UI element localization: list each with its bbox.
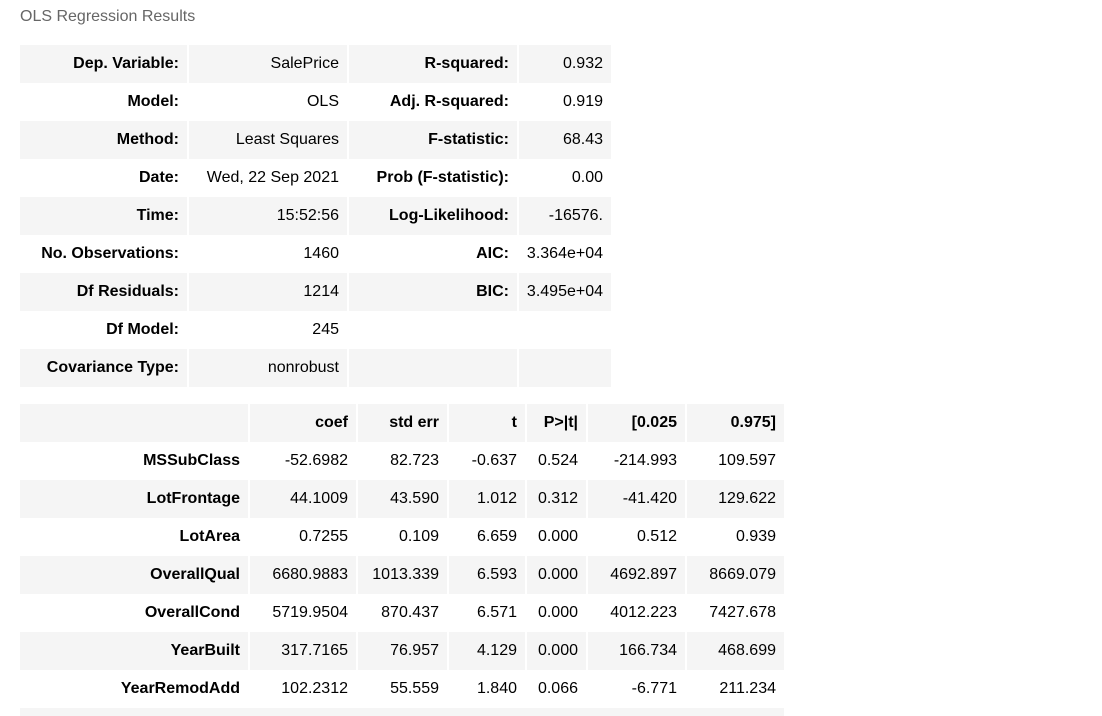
variable-name: YearRemodAdd [120, 680, 240, 697]
summary-label: AIC: [348, 235, 518, 273]
coefficient-value: 55.559 [357, 670, 448, 708]
coefficient-value: 6.571 [448, 594, 526, 632]
coefficient-value: 7427.678 [686, 594, 784, 632]
variable-name: OverallCond [144, 604, 240, 621]
table-continuation [20, 708, 784, 716]
table-row [20, 518, 784, 556]
coefficient-value: 0.312 [526, 480, 587, 518]
coefficient-value: 0.939 [686, 518, 784, 556]
summary-row [20, 121, 611, 159]
coefficient-header-row [20, 404, 784, 442]
summary-value: -16576. [518, 197, 611, 235]
summary-label: Df Model: [106, 321, 179, 338]
summary-value: 1214 [188, 273, 348, 311]
coefficient-value: 76.957 [357, 632, 448, 670]
coefficient-value: 6.659 [448, 518, 526, 556]
coefficient-table [20, 404, 784, 708]
summary-label: Time: [136, 207, 179, 224]
variable-name: LotFrontage [146, 490, 240, 507]
variable-name: MSSubClass [143, 452, 240, 469]
coefficient-value: 6680.9883 [249, 556, 357, 594]
summary-row [20, 273, 611, 311]
summary-value: Wed, 22 Sep 2021 [188, 159, 348, 197]
summary-value: 0.932 [518, 45, 611, 83]
coefficient-value: 44.1009 [249, 480, 357, 518]
coefficient-value: 1.012 [448, 480, 526, 518]
summary-value: 0.00 [518, 159, 611, 197]
table-row [20, 670, 784, 708]
summary-value: 0.919 [518, 83, 611, 121]
coefficient-value: 317.7165 [249, 632, 357, 670]
summary-value: 68.43 [518, 121, 611, 159]
column-header [20, 404, 249, 442]
table-row [20, 594, 784, 632]
summary-row [20, 349, 611, 387]
coefficient-value: 102.2312 [249, 670, 357, 708]
coefficient-value: -52.6982 [249, 442, 357, 480]
summary-value: SalePrice [188, 45, 348, 83]
summary-value: 3.364e+04 [518, 235, 611, 273]
coefficient-value: 0.512 [587, 518, 686, 556]
summary-value: 15:52:56 [188, 197, 348, 235]
summary-label: Method: [116, 131, 179, 148]
table-row [20, 480, 784, 518]
coefficient-value: 43.590 [357, 480, 448, 518]
coefficient-value: 4012.223 [587, 594, 686, 632]
coefficient-value: 129.622 [686, 480, 784, 518]
summary-table [20, 45, 611, 387]
summary-label: Adj. R-squared: [348, 83, 518, 121]
summary-value [518, 349, 611, 387]
summary-row [20, 45, 611, 83]
coefficient-value: -0.637 [448, 442, 526, 480]
coefficient-value: 5719.9504 [249, 594, 357, 632]
coefficient-value: -6.771 [587, 670, 686, 708]
coefficient-value: 82.723 [357, 442, 448, 480]
summary-value: Least Squares [188, 121, 348, 159]
summary-value: 1460 [188, 235, 348, 273]
results-title: OLS Regression Results [20, 8, 196, 25]
table-row [20, 442, 784, 480]
coefficient-value: 0.000 [526, 632, 587, 670]
summary-row [20, 311, 611, 349]
coefficient-value: 0.524 [526, 442, 587, 480]
coefficient-value: -214.993 [587, 442, 686, 480]
summary-label: Prob (F-statistic): [348, 159, 518, 197]
summary-label: Dep. Variable: [73, 55, 179, 72]
summary-label [348, 349, 518, 387]
coefficient-value: 870.437 [357, 594, 448, 632]
summary-row [20, 159, 611, 197]
summary-label: F-statistic: [348, 121, 518, 159]
summary-label: No. Observations: [41, 245, 179, 262]
column-header: coef [249, 404, 357, 442]
coefficient-value: 0.000 [526, 594, 587, 632]
coefficient-value: 6.593 [448, 556, 526, 594]
coefficient-value: 1.840 [448, 670, 526, 708]
variable-name: OverallQual [150, 566, 240, 583]
summary-value [518, 311, 611, 349]
coefficient-value: -41.420 [587, 480, 686, 518]
coefficient-value: 211.234 [686, 670, 784, 708]
column-header: t [448, 404, 526, 442]
table-row [20, 632, 784, 670]
column-header: 0.975] [686, 404, 784, 442]
coefficient-value: 166.734 [587, 632, 686, 670]
variable-name: YearBuilt [170, 642, 240, 659]
coefficient-value: 109.597 [686, 442, 784, 480]
summary-label: Date: [138, 169, 179, 186]
summary-label: Log-Likelihood: [348, 197, 518, 235]
summary-value: 245 [188, 311, 348, 349]
summary-label: Covariance Type: [46, 359, 179, 376]
column-header: std err [357, 404, 448, 442]
coefficient-value: 0.109 [357, 518, 448, 556]
summary-value: OLS [188, 83, 348, 121]
coefficient-value: 4692.897 [587, 556, 686, 594]
summary-value: nonrobust [188, 349, 348, 387]
coefficient-value: 8669.079 [686, 556, 784, 594]
summary-row [20, 235, 611, 273]
variable-name: LotArea [179, 528, 240, 545]
coefficient-value: 1013.339 [357, 556, 448, 594]
coefficient-value: 0.7255 [249, 518, 357, 556]
coefficient-value: 0.000 [526, 518, 587, 556]
summary-row [20, 197, 611, 235]
coefficient-value: 0.066 [526, 670, 587, 708]
summary-label: Model: [127, 93, 179, 110]
coefficient-value: 468.699 [686, 632, 784, 670]
coefficient-value: 4.129 [448, 632, 526, 670]
summary-label [348, 311, 518, 349]
coefficient-value: 0.000 [526, 556, 587, 594]
column-header: P>|t| [526, 404, 587, 442]
summary-value: 3.495e+04 [518, 273, 611, 311]
summary-label: BIC: [348, 273, 518, 311]
summary-row [20, 83, 611, 121]
column-header: [0.025 [587, 404, 686, 442]
summary-label: Df Residuals: [76, 283, 179, 300]
summary-label: R-squared: [348, 45, 518, 83]
table-row [20, 556, 784, 594]
